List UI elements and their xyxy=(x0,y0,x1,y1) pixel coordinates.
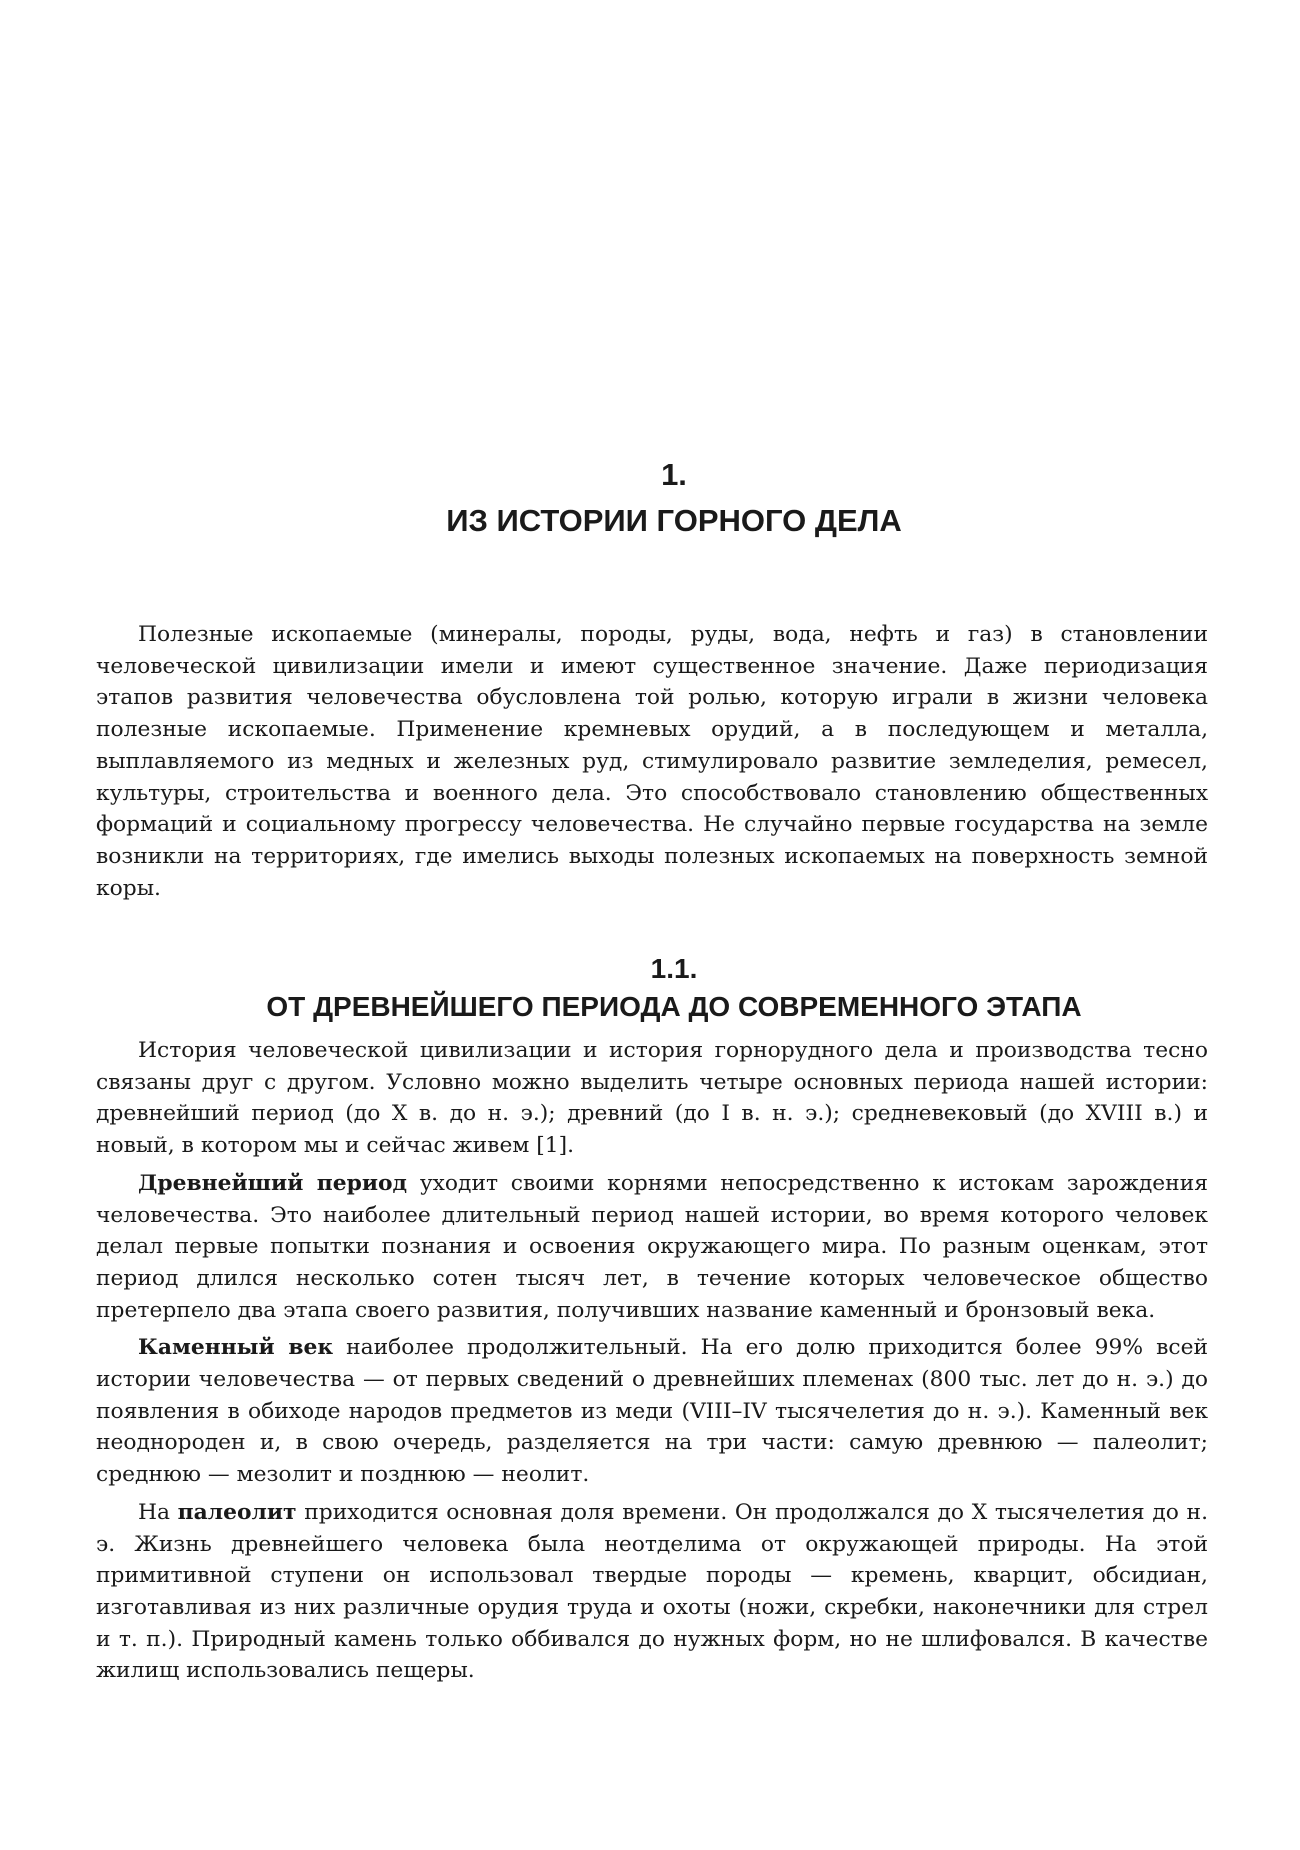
paragraph-periods: История человеческой цивилизации и история горнорудного дела и производства тесно связаны друг с другом. Условно можно выделить четыре основных периода нашей истории: древнейший период (до X в. до н. э.); древний (до I в. н. э.); средневековый (до XVIII в.) и новый, в котором мы и сейчас живем [1]. xyxy=(96,1038,1208,1159)
section-number: 1.1. xyxy=(650,953,698,984)
intro-paragraph: Полезные ископаемые (минералы, породы, руды, вода, нефть и газ) в становлении человеческой цивилизации имели и имеют существенное значение. Даже периодизация этапов развития человечества обусловлена той ролью, которую играли в жизни человека полезные ископаемые. Применение кремневых орудий, а в последующем и металла, выплавляемого из медных и железных руд, стимулировало развитие земледелия, ремесел, культуры, строительства и военного дела. Это способствовало становлению общественных формаций и социальному прогрессу человечества. Не случайно первые государства на земле возникли на территориях, где имелись выходы полезных ископаемых на поверхность земной коры. xyxy=(96,622,1208,901)
term-ancient-period: Древнейший период xyxy=(138,1170,408,1196)
paragraph-stone-age xyxy=(96,1332,1208,1491)
paragraph-paleolithic-lead: На xyxy=(138,1499,178,1525)
paragraph-paleolithic-text: приходится основная доля времени. Он продолжался до X тысячелетия до н. э. Жизнь древнейшего человека была неотделима от окружающей природы. На этой примитивной ступени он использовал твердые породы — кремень, кварцит, обсидиан, изготавливая из них различные орудия труда и охоты (ножи, скребки, наконечники для стрел и т. п.). Природный камень только оббивался до нужных форм, но не шлифовался. В качестве жилищ использовались пещеры. xyxy=(96,1499,1208,1684)
section-heading xyxy=(0,950,1300,1026)
chapter-number: 1. xyxy=(661,457,687,492)
chapter-heading xyxy=(0,452,1300,544)
chapter-intro xyxy=(96,619,1208,904)
chapter-title: ИЗ ИСТОРИИ ГОРНОГО ДЕЛА xyxy=(446,503,902,538)
paragraph-paleolithic xyxy=(96,1497,1208,1687)
section-title: ОТ ДРЕВНЕЙШЕГО ПЕРИОДА ДО СОВРЕМЕННОГО ЭТАПА xyxy=(266,991,1082,1022)
paragraph-stone-age-text: наиболее продолжительный. На его долю приходится более 99% всей истории человечества — от первых сведений о древнейших племенах (800 тыс. лет до н. э.) до появления в обиходе народов предметов из меди (VIII–IV тысячелетия до н. э.). Каменный век неоднороден и, в свою очередь, разделяется на три части: самую древнюю — палеолит; среднюю — мезолит и позднюю — неолит. xyxy=(96,1335,1208,1488)
section-body xyxy=(96,1035,1208,1687)
paragraph-ancient-period xyxy=(96,1168,1208,1327)
term-paleolithic: палеолит xyxy=(177,1499,297,1525)
paragraph-ancient-period-text: уходит своими корнями непосредственно к истокам зарождения человечества. Это наиболее длительный период нашей истории, во время которого человек делал первые попытки познания и освоения окружающего мира. По разным оценкам, этот период длился несколько сотен тысяч лет, в течение которых человеческое общество претерпело два этапа своего развития, получивших название каменный и бронзовый века. xyxy=(96,1170,1208,1323)
term-stone-age: Каменный век xyxy=(138,1335,334,1361)
